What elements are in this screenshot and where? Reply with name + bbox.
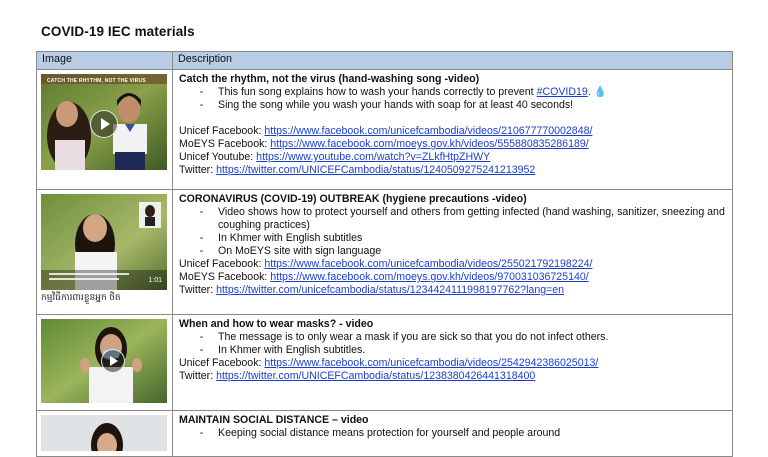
video-thumbnail-masks[interactable] bbox=[41, 319, 168, 403]
thumbnail-overlay-text: CATCH THE RHYTHM, NOT THE VIRUS bbox=[47, 78, 146, 84]
header-description: Description bbox=[173, 52, 733, 70]
material-title: When and how to wear masks? - video bbox=[179, 318, 374, 330]
play-icon[interactable] bbox=[90, 110, 118, 138]
table-row bbox=[37, 411, 733, 457]
link-line: Unicef Facebook: https://www.facebook.com/unicefcambodia/videos/210677770002848/ bbox=[179, 125, 593, 137]
table-row bbox=[37, 70, 733, 190]
video-thumbnail-handwashing-song[interactable] bbox=[41, 74, 168, 170]
unicef-youtube-link[interactable]: https://www.youtube.com/watch?v=ZLkfHtpZHWY bbox=[256, 151, 491, 163]
link-line: Twitter: https://twitter.com/unicefcambodia/status/1234424111998197762?lang=en bbox=[179, 284, 565, 296]
bullet-item: - This fun song explains how to wash your hands correctly to prevent #COVID19. 💧 bbox=[199, 86, 607, 98]
link-line: Unicef Facebook: https://www.facebook.com/unicefcambodia/videos/255021792198224/ bbox=[179, 258, 593, 270]
video-thumbnail-hygiene-precautions[interactable] bbox=[41, 194, 168, 290]
hashtag-link[interactable]: #COVID19 bbox=[536, 86, 588, 98]
material-title: MAINTAIN SOCIAL DISTANCE – video bbox=[179, 414, 369, 426]
header-image: Image bbox=[37, 52, 173, 70]
iec-materials-table bbox=[36, 51, 733, 457]
description-cell bbox=[173, 70, 733, 190]
link-line: Unicef Youtube: https://www.youtube.com/watch?v=ZLkfHtpZHWY bbox=[179, 151, 491, 163]
table-row bbox=[37, 315, 733, 411]
table-header-row bbox=[37, 52, 733, 70]
unicef-facebook-link[interactable]: https://www.facebook.com/unicefcambodia/videos/255021792198224/ bbox=[264, 258, 593, 270]
moeys-facebook-link[interactable]: https://www.facebook.com/moeys.gov.kh/videos/970031036725140/ bbox=[270, 271, 589, 283]
page-title: COVID-19 IEC materials bbox=[41, 24, 195, 39]
play-icon[interactable] bbox=[101, 349, 125, 373]
link-line: MoEYS Facebook: https://www.facebook.com/moeys.gov.kh/videos/970031036725140/ bbox=[179, 271, 589, 283]
twitter-link[interactable]: https://twitter.com/unicefcambodia/status/1234424111998197762?lang=en bbox=[216, 284, 565, 296]
link-line: Twitter: https://twitter.com/UNICEFCambodia/status/1240509275241213952 bbox=[179, 164, 536, 176]
link-line: MoEYS Facebook: https://www.facebook.com/moeys.gov.kh/videos/555880835286189/ bbox=[179, 138, 589, 150]
twitter-link[interactable]: https://twitter.com/UNICEFCambodia/status/1240509275241213952 bbox=[216, 164, 536, 176]
image-cell bbox=[37, 315, 173, 411]
bullet-item: - Keeping social distance means protection for yourself and people around bbox=[199, 427, 561, 439]
material-title: Catch the rhythm, not the virus (hand-washing song -video) bbox=[179, 73, 480, 85]
video-duration: 1:01 bbox=[148, 277, 162, 284]
bullet-item: - Video shows how to protect yourself and others from getting infected (hand washing, sanitizer, sneezing and coughing practices) bbox=[199, 206, 725, 231]
description-cell bbox=[173, 411, 733, 457]
bullet-item: - On MoEYS site with sign language bbox=[199, 245, 382, 257]
material-title: CORONAVIRUS (COVID-19) OUTBREAK (hygiene precautions -video) bbox=[179, 193, 527, 205]
bullet-item: - Sing the song while you wash your hands with soap for at least 40 seconds! bbox=[199, 99, 574, 111]
image-cell bbox=[37, 411, 173, 457]
link-line: Twitter: https://twitter.com/UNICEFCambodia/status/1238380426441318400 bbox=[179, 370, 536, 382]
image-cell bbox=[37, 190, 173, 315]
bullet-item: - In Khmer with English subtitles. bbox=[199, 344, 366, 356]
link-line: Unicef Facebook: https://www.facebook.com/unicefcambodia/videos/2542942386025013/ bbox=[179, 357, 599, 369]
khmer-caption: កម្មវិធីការពារខ្លួនអ្នក ថិត bbox=[41, 292, 121, 302]
unicef-facebook-link[interactable]: https://www.facebook.com/unicefcambodia/videos/2542942386025013/ bbox=[264, 357, 599, 369]
description-cell bbox=[173, 190, 733, 315]
video-thumbnail-social-distance[interactable] bbox=[41, 415, 168, 451]
image-cell bbox=[37, 70, 173, 190]
description-cell bbox=[173, 315, 733, 411]
twitter-link[interactable]: https://twitter.com/UNICEFCambodia/status/1238380426441318400 bbox=[216, 370, 536, 382]
moeys-facebook-link[interactable]: https://www.facebook.com/moeys.gov.kh/videos/555880835286189/ bbox=[270, 138, 589, 150]
unicef-facebook-link[interactable]: https://www.facebook.com/unicefcambodia/videos/210677770002848/ bbox=[264, 125, 593, 137]
bullet-item: - The message is to only wear a mask if you are sick so that you do not infect others. bbox=[199, 331, 609, 343]
table-row bbox=[37, 190, 733, 315]
bullet-item: - In Khmer with English subtitles bbox=[199, 232, 363, 244]
